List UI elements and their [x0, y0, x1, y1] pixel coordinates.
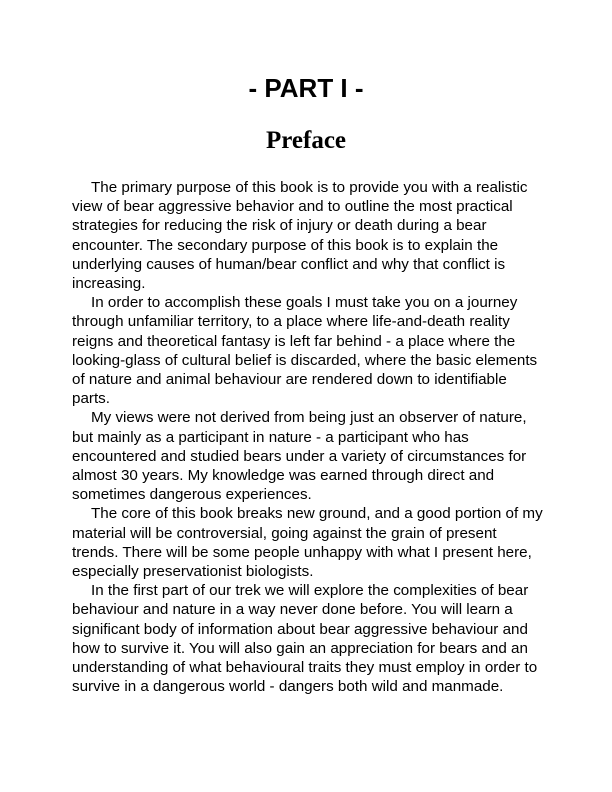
- paragraph-2: In order to accomplish these goals I must take you on a journey through unfamiliar territory, to a place where life-and-death reality reigns and theoretical fantasy is left far behind - a place where the looking-glass of cultural belief is discarded, where the basic elements of nature and animal behaviour are rendered down to identifiable parts.: [72, 294, 538, 408]
- paragraph-3: My views were not derived from being just an observer of nature, but mainly as a participant in nature - a participant who has encountered and studied bears under a variety of circumstances for almost 30 years. My knowledge was earned through direct and sometimes dangerous experiences.: [72, 409, 527, 504]
- chapter-title: Preface: [265, 127, 347, 154]
- paragraph-1: The primary purpose of this book is to provide you with a realistic view of bear aggressive behavior and to outline the most practical strategies for reducing the risk of injury or death during a bear encounter. The secondary purpose of this book is to explain the underlying causes of human/bear conflict and why that conflict is increasing.: [72, 179, 528, 293]
- preface-body: [72, 178, 546, 696]
- paragraph-4: The core of this book breaks new ground, and a good portion of my material will be controversial, going against the grain of present trends. There will be some people unhappy with what I present here, especially preservationist biologists.: [72, 505, 543, 581]
- part-title: - PART I -: [248, 73, 364, 103]
- paragraph-5: In the first part of our trek we will explore the complexities of bear behaviour and nature in a way never done before. You will learn a significant body of information about bear aggressive behaviour and how to survive it. You will also gain an appreciation for bears and an understanding of what behavioural traits they must employ in order to survive in a dangerous world - dangers both wild and manmade.: [72, 582, 538, 696]
